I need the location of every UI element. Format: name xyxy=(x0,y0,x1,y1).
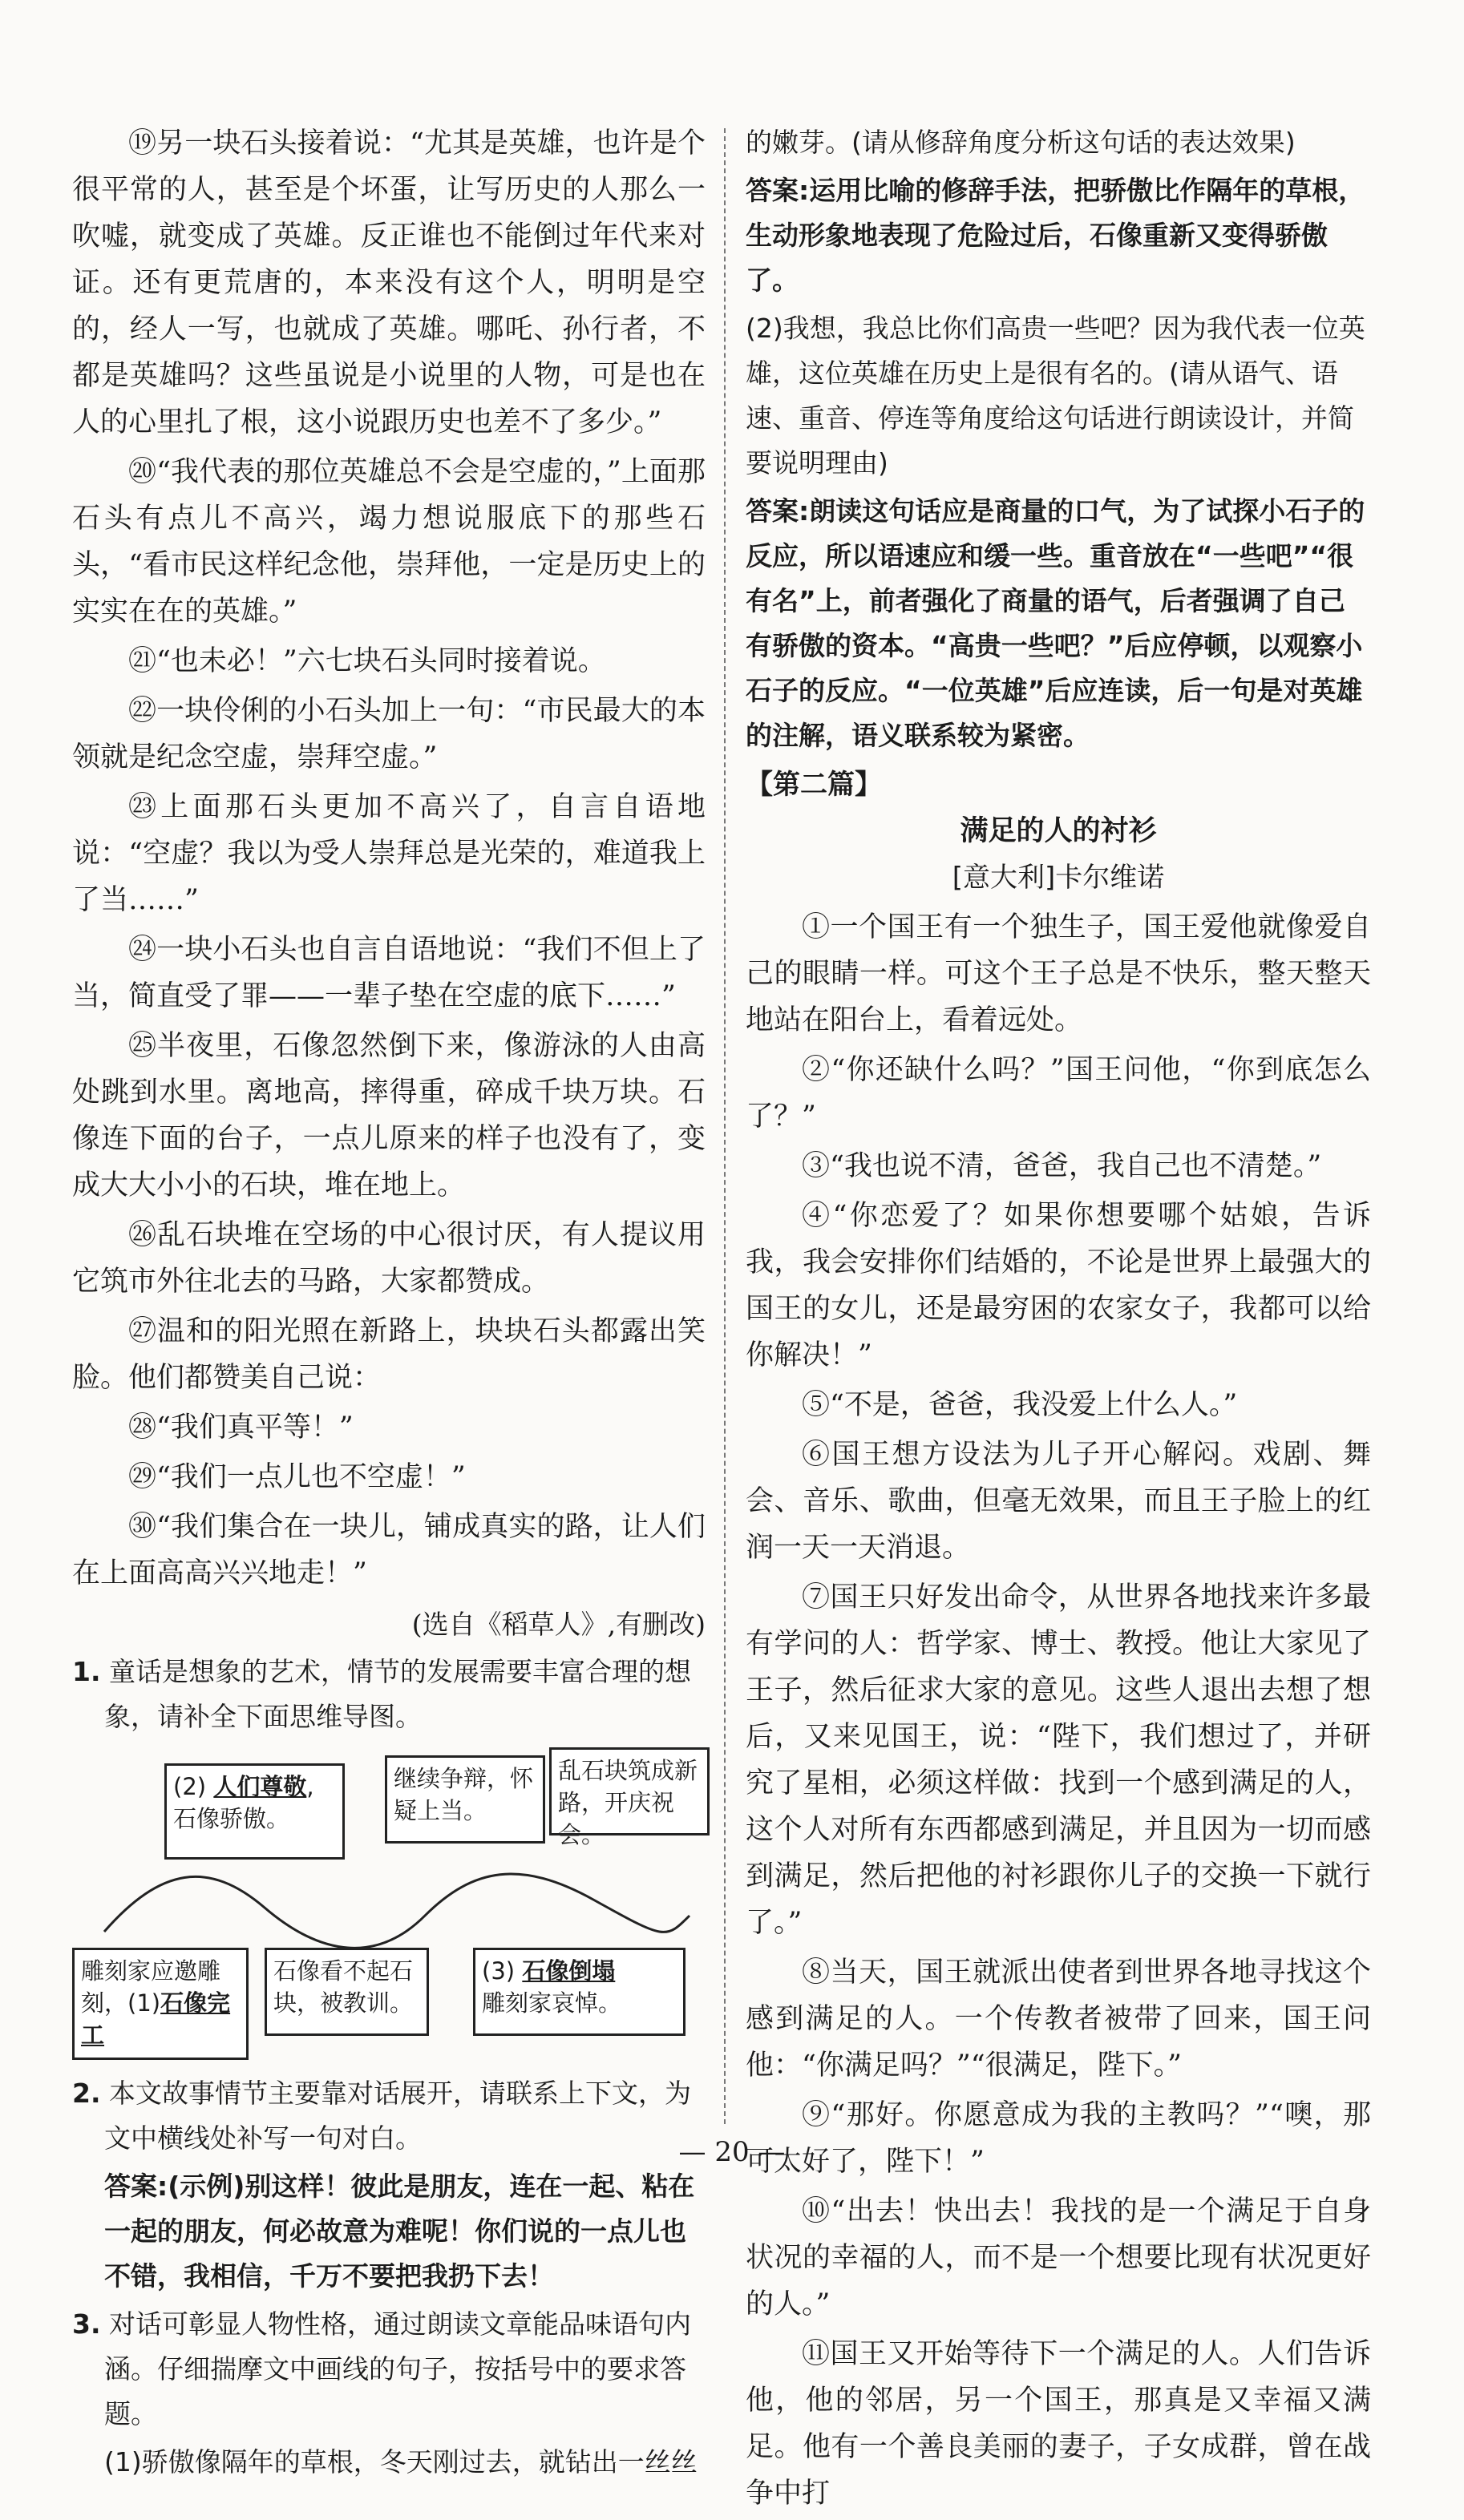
source-citation: (选自《稻草人》,有删改) xyxy=(411,1609,706,1640)
question-3-sub-2: (2)我想，我总比你们高贵一些吧？因为我代表一位英雄，这位英雄在历史上是很有名的。(请从语气、语速、重音、停连等角度给这句话进行朗读设计，并简要说明理由) xyxy=(746,313,1365,479)
question-text: 对话可彰显人物性格，通过朗读文章能品味语句内涵。仔细揣摩文中画线的句子，按括号中的要求答题。 xyxy=(104,2308,691,2429)
story-paragraph: ⑦国王只好发出命令，从世界各地找来许多最有学问的人：哲学家、博士、教授。他让大家见了王子，然后征求大家的意见。这些人退出去想了想后，又来见国王，说：“陛下，我们想过了，并研究了星相，必须这样做：找到一个感到满足的人，这个人对所有东西都感到满足，并且因为一切而感到满足，然后把他的衬衫跟你儿子的交换一下就行了。” xyxy=(746,1581,1371,1939)
story-paragraph: ㉗温和的阳光照在新路上，块块石头都露出笑脸。他们都赞美自己说： xyxy=(72,1315,706,1394)
story-paragraph: ⑪国王又开始等待下一个满足的人。人们告诉他，他的邻居，另一个国王，那真是又幸福又满足。他有一个善良美丽的妻子，子女成群，曾在战争中打 xyxy=(746,2338,1371,2510)
story-paragraph: ㉔一块小石头也自言自语地说：“我们不但上了当，简直受了罪——一辈子垫在空虚的底下……” xyxy=(72,934,706,1012)
story-paragraph: ③“我也说不清，爸爸，我自己也不清楚。” xyxy=(802,1150,1322,1182)
mindmap-box-bottom-2: 石像看不起石块，被教训。 xyxy=(265,1948,429,2036)
answer-3-2: 答案:朗读这句话应是商量的口气，为了试探小石子的反应，所以语速应和缓一些。重音放在“一些吧”“很有名”上，前者强化了商量的语气，后者强调了自己有骄傲的资本。“高贵一些吧？”后应停顿，以观察小石子的反应。“一位英雄”后应连读，后一句是对英雄的注解，语义联系较为紧密。 xyxy=(746,495,1365,751)
question-3 xyxy=(72,2302,706,2437)
story-paragraph: ⑲另一块石头接着说：“尤其是英雄，也许是个很平常的人，甚至是个坏蛋，让写历史的人那么一吹嘘，就变成了英雄。反正谁也不能倒过年代来对证。还有更荒唐的，本来没有这个人，明明是空的，经人一写，也就成了英雄。哪吒、孙行者，不都是英雄吗？这些虽说是小说里的人物，可是也在人的心里扎了根，这小说跟历史也差不了多少。” xyxy=(72,127,706,438)
story-paragraph: ㉒一块伶俐的小石头加上一句：“市民最大的本领就是纪念空虚，崇拜空虚。” xyxy=(72,695,706,773)
page-number: — 20 — xyxy=(678,2136,786,2168)
mindmap-box-bottom-3: (3) 石像倒塌 雕刻家哀悼。 xyxy=(473,1948,685,2036)
mindmap-box-top-3: 乱石块筑成新路，开庆祝会。 xyxy=(549,1747,710,1835)
question-number: 1. xyxy=(72,1656,101,1687)
story-paragraph: ⑥国王想方设法为儿子开心解闷。戏剧、舞会、音乐、歌曲，但毫无效果，而且王子脸上的红润一天一天消退。 xyxy=(746,1439,1371,1564)
answer-3-1: 答案:运用比喻的修辞手法，把骄傲比作隔年的草根，生动形象地表现了危险过后，石像重新又变得骄傲了。 xyxy=(746,175,1365,296)
story-paragraph: ㉚“我们集合在一块儿，铺成真实的路，让人们在上面高高兴兴地走！” xyxy=(72,1511,706,1589)
story-paragraph: ㉑“也未必！”六七块石头同时接着说。 xyxy=(128,645,606,677)
mindmap-box-top-2: 继续争辩，怀疑上当。 xyxy=(385,1755,545,1844)
answer-2: 答案:(示例)别这样！彼此是朋友，连在一起、粘在一起的朋友，何必故意为难呢！你们说的一点儿也不错，我相信，千万不要把我扔下去！ xyxy=(104,2171,695,2292)
mindmap-box-top-1: (2) 人们尊敬, 石像骄傲。 xyxy=(164,1763,345,1860)
story-paragraph: ⑤“不是，爸爸，我没爱上什么人。” xyxy=(802,1389,1238,1421)
story-paragraph: ⑨“那好。你愿意成为我的主教吗？”“噢，那可太好了，陛下！” xyxy=(746,2099,1371,2178)
question-3-sub-1: (1)骄傲像隔年的草根，冬天刚过去，就钻出一丝丝 xyxy=(104,2446,698,2478)
story-paragraph: ⑩“出去！快出去！我找的是一个满足于自身状况的幸福的人，而不是一个想要比现有状况更好的人。” xyxy=(746,2195,1371,2320)
story-paragraph: ㉕半夜里，石像忽然倒下来，像游泳的人由高处跳到水里。离地高，摔得重，碎成千块万块。石像连下面的台子，一点儿原来的样子也没有了，变成大大小小的石块，堆在地上。 xyxy=(72,1030,706,1201)
story-paragraph: ⑳“我代表的那位英雄总不会是空虚的，”上面那石头有点儿不高兴，竭力想说服底下的那些石头，“看市民这样纪念他，崇拜他，一定是历史上的实实在在的英雄。” xyxy=(72,456,706,628)
story-paragraph: ①一个国王有一个独生子，国王爱他就像爱自己的眼睛一样。可这个王子总是不快乐，整天整天地站在阳台上，看着远处。 xyxy=(746,911,1371,1036)
column-divider xyxy=(724,128,726,2124)
article-title: 满足的人的衬衫 xyxy=(960,815,1157,847)
story-paragraph: ⑧当天，国王就派出使者到世界各地寻找这个感到满足的人。一个传教者被带了回来，国王问他：“你满足吗？”“很满足，陛下。” xyxy=(746,1957,1371,2082)
question-1 xyxy=(72,1650,706,1739)
left-column xyxy=(72,120,706,2488)
question-text: 本文故事情节主要靠对话展开，请联系上下文，为文中横线处补写一句对白。 xyxy=(104,2078,691,2154)
question-number: 3. xyxy=(72,2308,101,2340)
story-paragraph: ㉙“我们一点儿也不空虚！” xyxy=(128,1461,466,1493)
story-paragraph: ④“你恋爱了？如果你想要哪个姑娘，告诉我，我会安排你们结婚的，不论是世界上最强大的国王的女儿，还是最穷困的农家女子，我都可以给你解决！” xyxy=(746,1200,1371,1371)
question-number: 2. xyxy=(72,2078,101,2109)
story-paragraph: ㉘“我们真平等！” xyxy=(128,1411,354,1444)
mindmap-box-bottom-1: 雕刻家应邀雕刻，(1)石像完工 xyxy=(72,1948,249,2060)
story-paragraph: ②“你还缺什么吗？”国王问他，“你到底怎么了？” xyxy=(746,1054,1371,1133)
question-text: 童话是想象的艺术，情节的发展需要丰富合理的想象，请补全下面思维导图。 xyxy=(104,1656,691,1732)
question-3-sub-1-cont: 的嫩芽。(请从修辞角度分析这句话的表达效果) xyxy=(746,127,1296,158)
story-paragraph: ㉓上面那石头更加不高兴了，自言自语地说：“空虚？我以为受人崇拜总是光荣的，难道我上了当……” xyxy=(72,791,706,916)
article-author: [意大利]卡尔维诺 xyxy=(952,862,1165,894)
story-paragraph: ㉖乱石块堆在空场的中心很讨厌，有人提议用它筑市外往北去的马路，大家都赞成。 xyxy=(72,1219,706,1298)
mind-map xyxy=(72,1747,706,2060)
section-label: 【第二篇】 xyxy=(746,769,882,801)
